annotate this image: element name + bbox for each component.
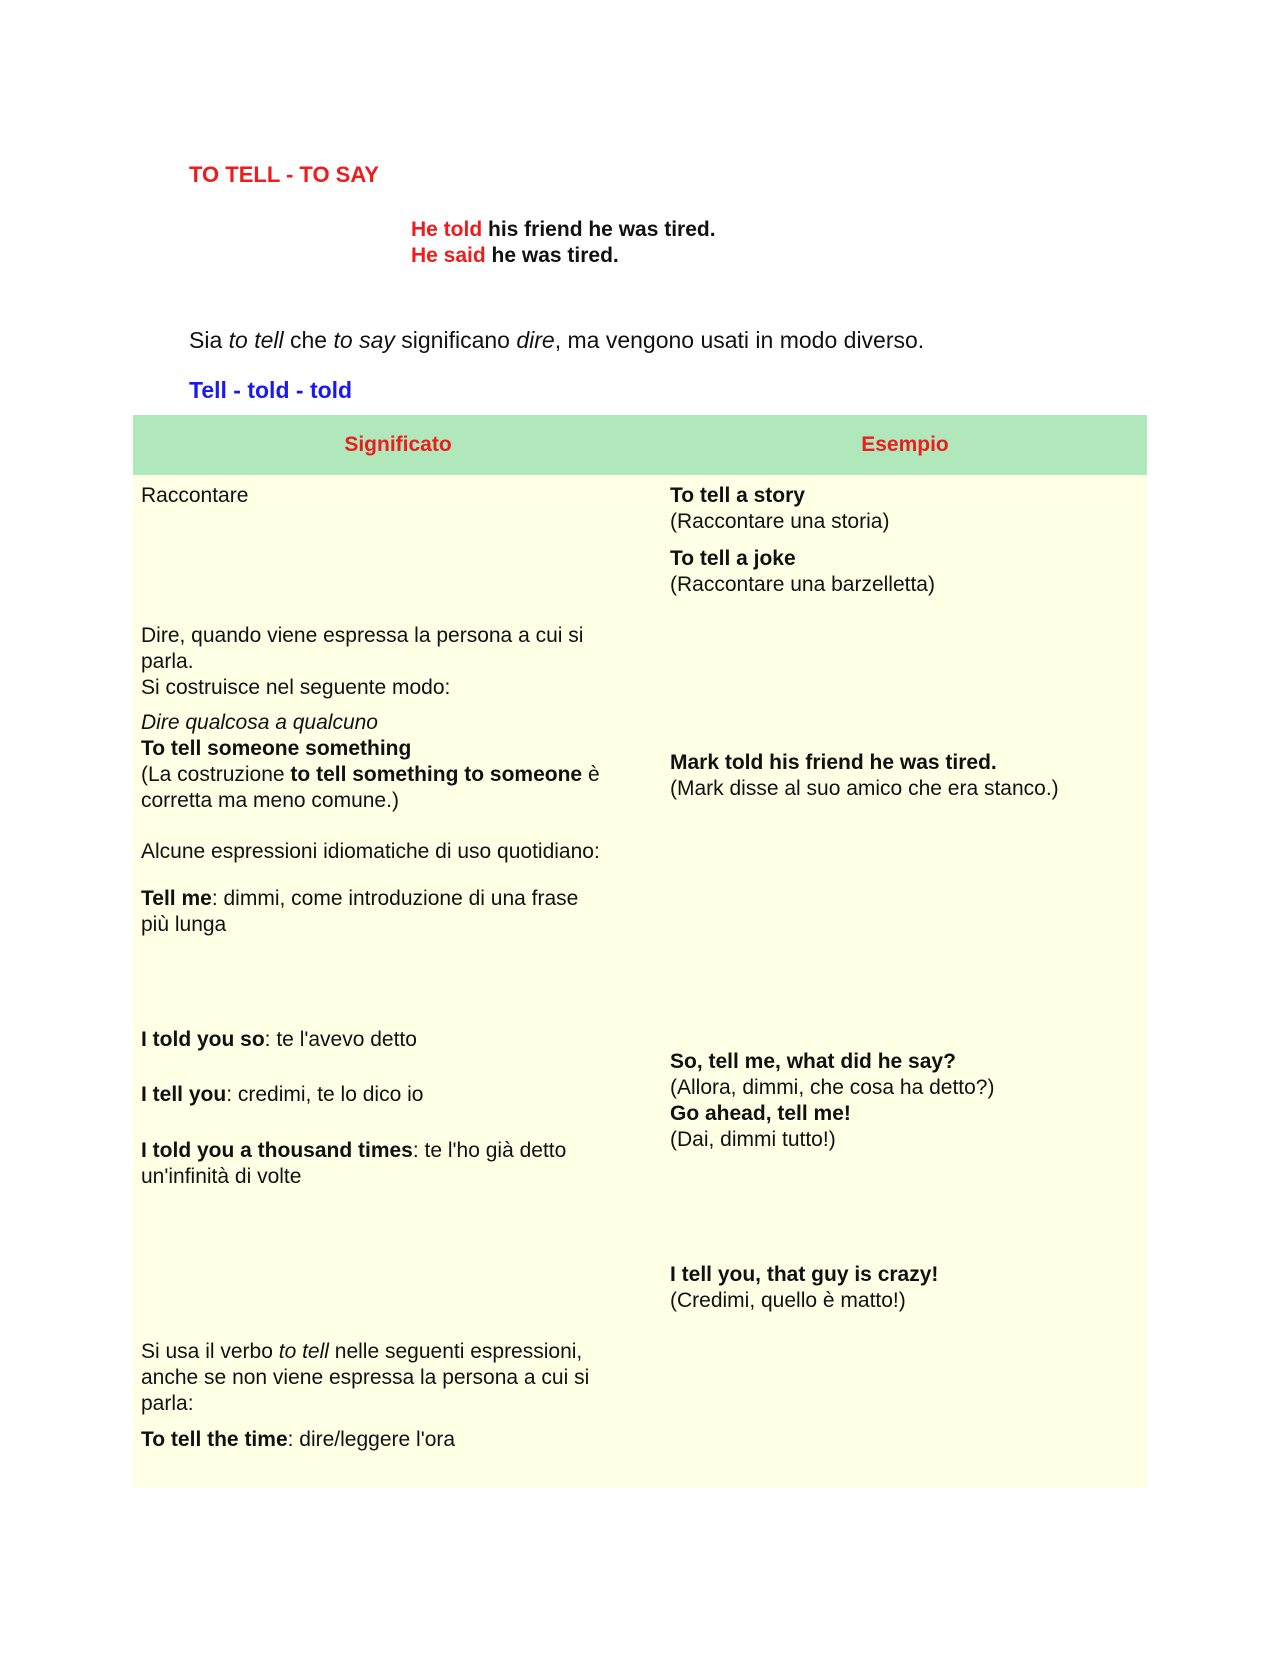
example-crazy	[670, 1262, 938, 1314]
idiom-tell-time	[141, 1427, 455, 1453]
idiom-text: più lunga	[141, 913, 227, 936]
verb-usage-italic: to tell	[278, 1340, 329, 1363]
example-translation: (Credimi, quello è matto!)	[670, 1289, 906, 1312]
meaning-dire-line: Dire, quando viene espressa la persona a cui si	[141, 624, 584, 647]
intro-text: che	[283, 327, 334, 353]
construction-english: To tell someone something	[141, 737, 412, 760]
example-translation: (Raccontare una barzelletta)	[670, 573, 935, 596]
idiom-text: : te l'avevo detto	[264, 1028, 417, 1051]
example-translation: (Dai, dimmi tutto!)	[670, 1128, 836, 1151]
idiom-tell-you	[141, 1082, 423, 1108]
intro-italic: to say	[333, 327, 395, 353]
verb-usage-text: Si usa il verbo	[141, 1340, 279, 1363]
idiom-bold: Tell me	[141, 887, 212, 910]
example-bold: Mark told his friend he was tired.	[670, 751, 997, 774]
idiom-told-you-so	[141, 1027, 417, 1053]
example-bold: I tell you, that guy is crazy!	[670, 1263, 939, 1286]
meaning-dire	[141, 623, 583, 701]
intro-italic: dire	[516, 327, 555, 353]
example-told-rest: his friend he was tired.	[482, 218, 716, 241]
header-significato: Significato	[344, 433, 452, 456]
example-joke	[670, 546, 935, 598]
header-esempio: Esempio	[861, 433, 949, 456]
example-mark	[670, 750, 1059, 802]
verb-usage	[141, 1339, 589, 1417]
idiom-tell-me	[141, 886, 578, 938]
meaning-dire-line: parla.	[141, 650, 194, 673]
idiom-bold: I tell you	[141, 1083, 227, 1106]
idiom-text: : credimi, te lo dico io	[226, 1083, 424, 1106]
example-bold: Go ahead, tell me!	[670, 1102, 851, 1125]
meaning-raccontare: Raccontare	[141, 484, 249, 507]
example-told	[411, 217, 716, 243]
construction-alt-bold: to tell something to someone	[290, 763, 583, 786]
idiom-thousand-times	[141, 1138, 566, 1190]
example-told-verb: He told	[411, 218, 483, 241]
intro-text: significano	[394, 327, 517, 353]
verb-usage-text: anche se non viene espressa la persona a cui si	[141, 1366, 590, 1389]
verb-usage-text: parla:	[141, 1392, 194, 1415]
example-bold: So, tell me, what did he say?	[670, 1050, 956, 1073]
intro-text: Sia	[189, 327, 229, 353]
idiom-bold: To tell the time	[141, 1428, 288, 1451]
example-said	[411, 243, 619, 269]
verb-forms-heading: Tell - told - told	[189, 377, 353, 403]
example-translation: (Allora, dimmi, che cosa ha detto?)	[670, 1076, 995, 1099]
idiom-text: un'infinità di volte	[141, 1165, 302, 1188]
example-bold: To tell a story	[670, 484, 805, 507]
page-title: TO TELL - TO SAY	[189, 162, 379, 187]
example-so-tell-me	[670, 1049, 994, 1153]
idiom-text: : dimmi, come introduzione di una frase	[211, 887, 579, 910]
idiom-bold: I told you so	[141, 1028, 265, 1051]
construction-alt-text: (La costruzione	[141, 763, 291, 786]
example-translation: (Raccontare una storia)	[670, 510, 890, 533]
example-said-rest: he was tired.	[485, 244, 619, 267]
construction-alt-text: è	[582, 763, 600, 786]
idiom-bold: I told you a thousand times	[141, 1139, 413, 1162]
idiom-text: : te l'ho già detto	[412, 1139, 567, 1162]
idiom-text: : dire/leggere l'ora	[287, 1428, 456, 1451]
example-translation: (Mark disse al suo amico che era stanco.)	[670, 777, 1059, 800]
construction-italian: Dire qualcosa a qualcuno	[141, 711, 378, 734]
intro-paragraph	[189, 327, 924, 354]
meaning-table	[133, 415, 1147, 1488]
intro-text: , ma vengono usati in modo diverso.	[554, 327, 925, 353]
intro-italic: to tell	[228, 327, 284, 353]
example-story	[670, 483, 889, 535]
construction-alt-text: corretta ma meno comune.)	[141, 789, 399, 812]
construction-block	[141, 710, 600, 814]
example-said-verb: He said	[411, 244, 486, 267]
idioms-intro: Alcune espressioni idiomatiche di uso quotidiano:	[141, 840, 600, 863]
example-bold: To tell a joke	[670, 547, 796, 570]
verb-usage-text: nelle seguenti espressioni,	[328, 1340, 583, 1363]
meaning-dire-line: Si costruisce nel seguente modo:	[141, 676, 451, 699]
